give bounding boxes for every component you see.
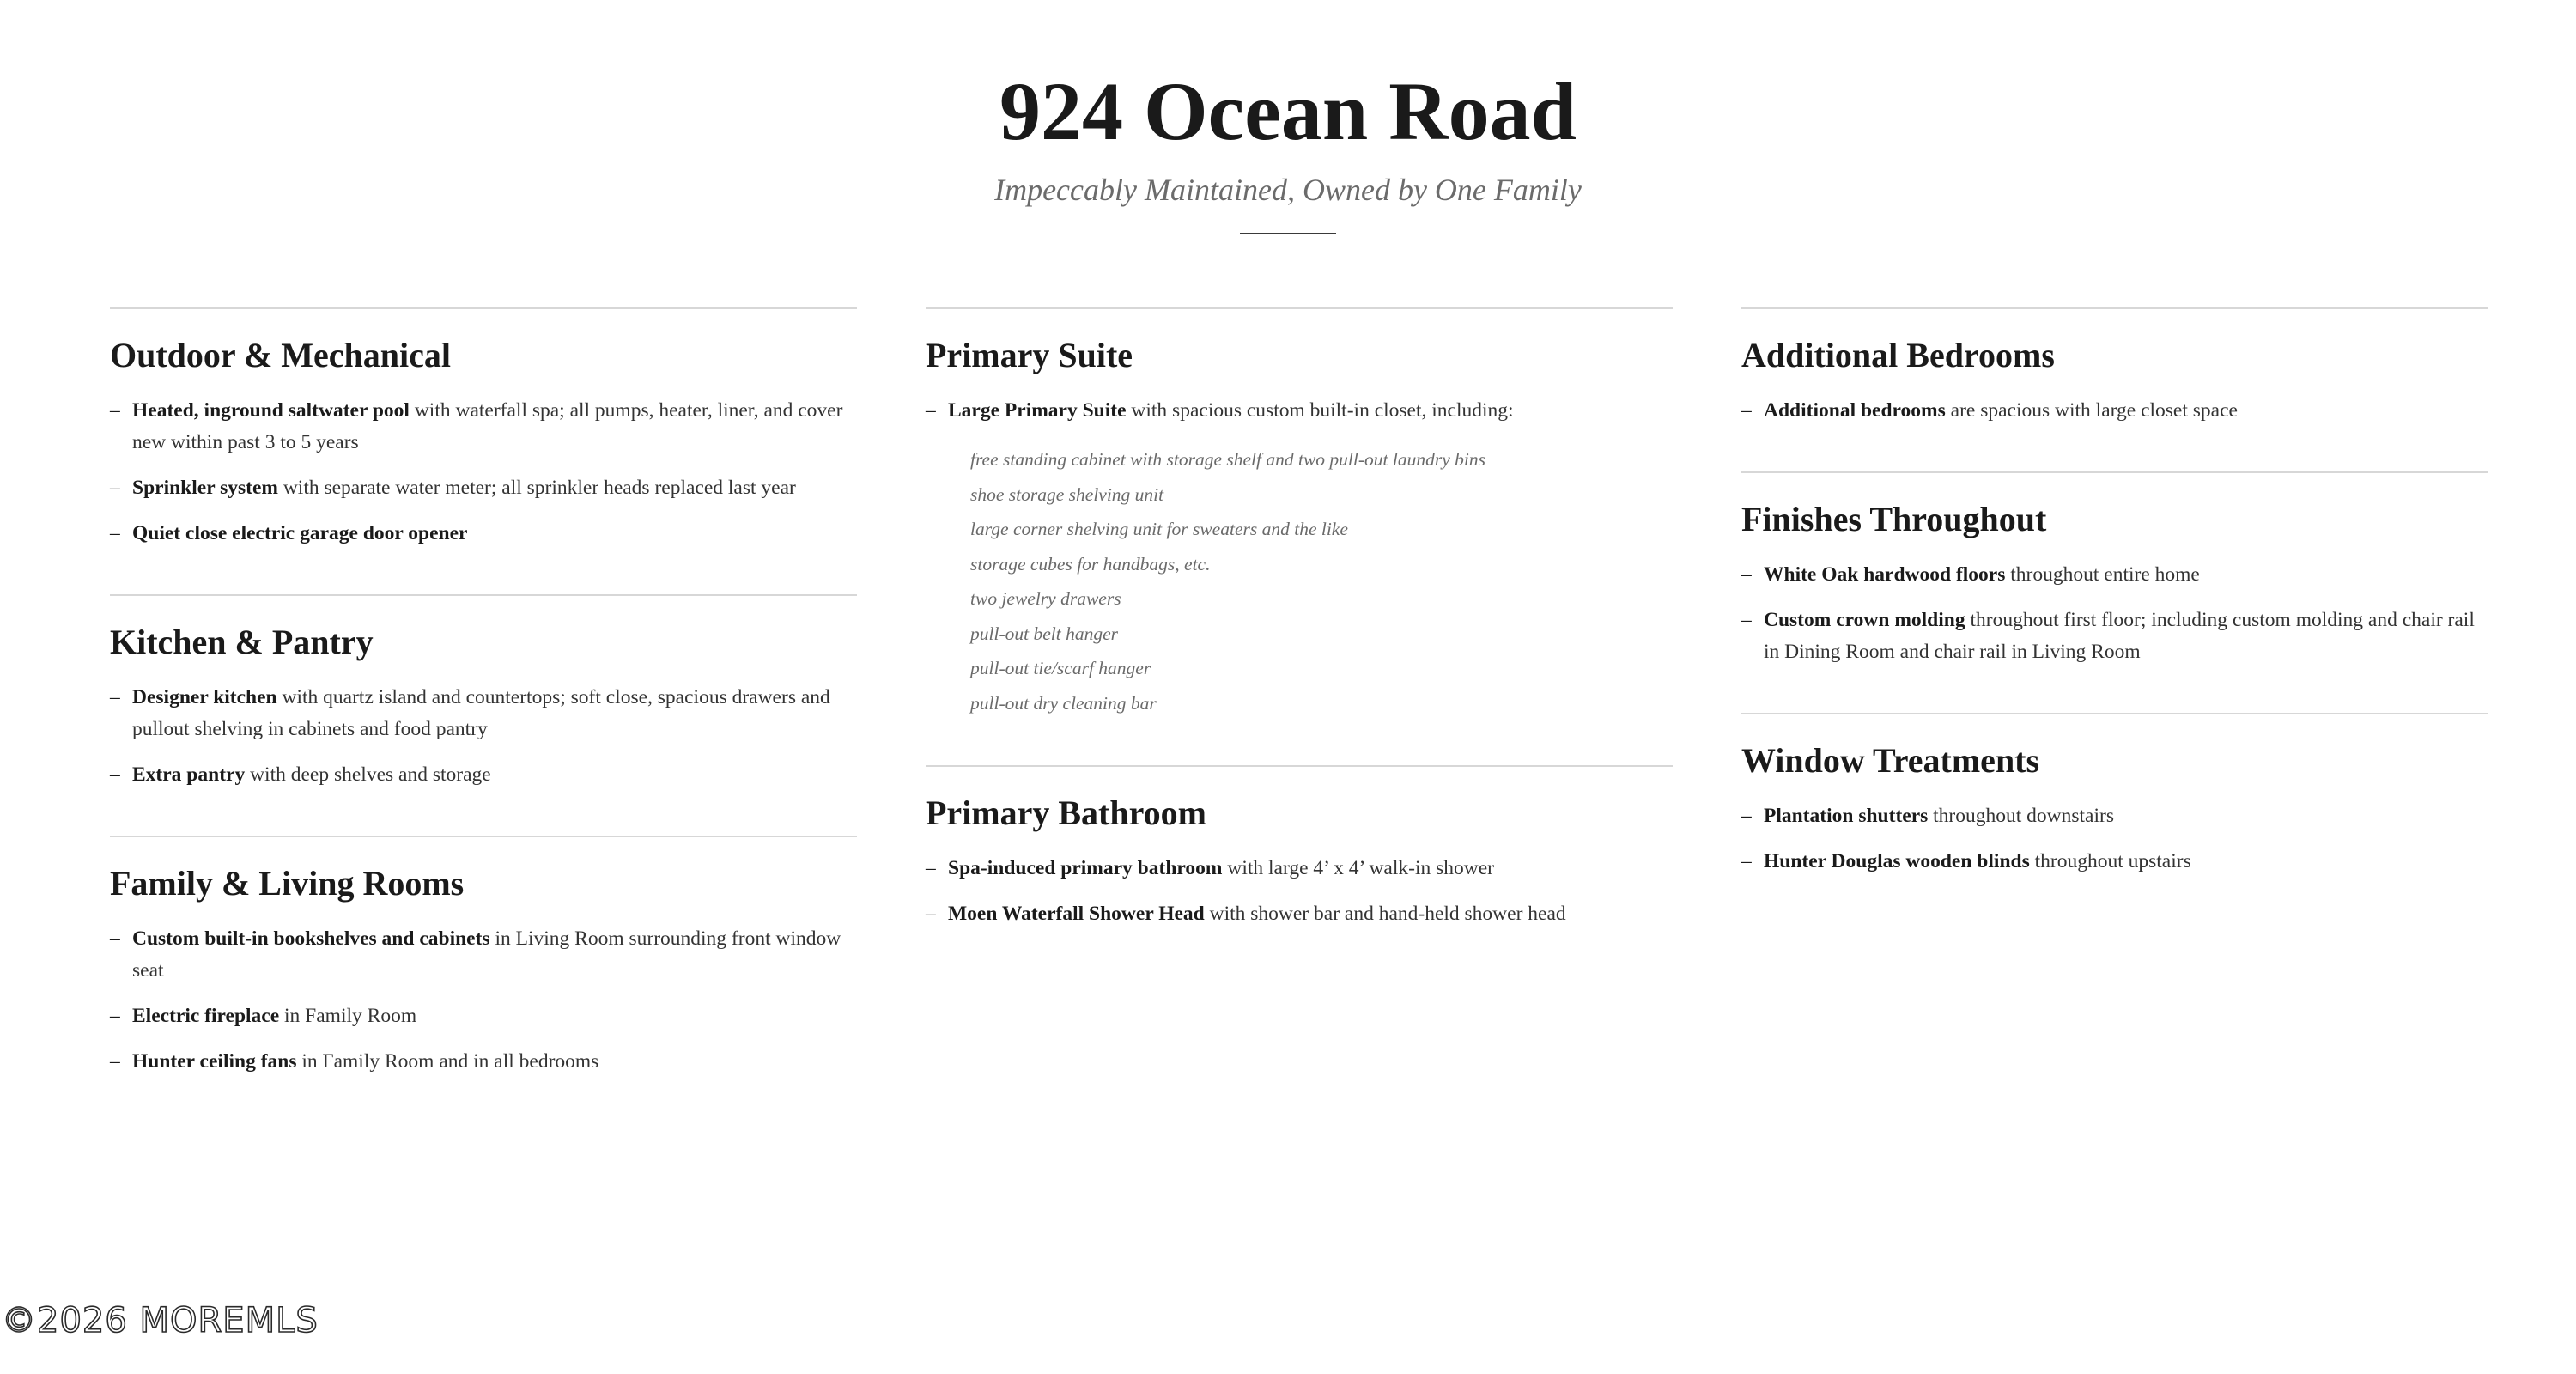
copyright-watermark: ©2026 MOREMLS (2, 1301, 319, 1341)
feature-list (926, 853, 1673, 930)
feature-detail: are spacious with large closet space (1945, 399, 2238, 422)
section-window-treatments (1741, 713, 2488, 878)
feature-name: Custom built-in bookshelves and cabinets (132, 927, 490, 950)
feature-detail: in Living Room surrounding front window seat (132, 927, 841, 982)
feature-detail: with spacious custom built-in closet, including: (1126, 399, 1514, 422)
section-title: Outdoor & Mechanical (110, 336, 452, 374)
feature-detail: throughout first floor; including custom molding and chair rail in Dining Room and chair rail in Living Room (1764, 609, 2475, 663)
closet-feature-item: large corner shelving unit for sweaters and the like (970, 519, 1348, 539)
section-title: Primary Suite (926, 336, 1133, 374)
list-item (110, 472, 857, 504)
section-kitchen-pantry (110, 594, 857, 791)
closet-feature-item: two jewelry drawers (970, 588, 1121, 609)
feature-list (926, 395, 1673, 720)
feature-list (1741, 395, 2488, 427)
dash-bullet: – (110, 763, 120, 786)
title-divider (1240, 233, 1336, 234)
list-item (926, 395, 1673, 720)
section-family-living-rooms (110, 836, 857, 1078)
feature-detail: throughout entire home (2005, 563, 2200, 586)
list-item (110, 682, 857, 745)
feature-name: Additional bedrooms (1764, 399, 1946, 422)
closet-feature-item: pull-out belt hanger (970, 623, 1118, 644)
feature-name: Sprinkler system (132, 477, 278, 499)
feature-list (1741, 559, 2488, 668)
list-item (1741, 800, 2488, 832)
dash-bullet: – (926, 399, 936, 422)
features-column-3 (1741, 307, 2488, 922)
feature-detail: with quartz island and countertops; soft close, spacious drawers and pullout shelving in cabinets and food pantry (132, 686, 830, 740)
section-title: Primary Bathroom (926, 793, 1206, 832)
list-item (110, 1000, 857, 1032)
list-item (1741, 395, 2488, 427)
features-column-2 (926, 307, 1673, 975)
page-subtitle: Impeccably Maintained, Owned by One Family (994, 173, 1582, 207)
list-item (926, 853, 1673, 885)
feature-detail: in Family Room (279, 1005, 417, 1027)
feature-detail: with large 4’ x 4’ walk-in shower (1222, 857, 1494, 879)
dash-bullet: – (110, 686, 120, 708)
list-item (110, 923, 857, 987)
dash-bullet: – (926, 857, 936, 879)
feature-list (1741, 800, 2488, 878)
feature-name: Moen Waterfall Shower Head (948, 903, 1205, 925)
section-title: Additional Bedrooms (1741, 336, 2055, 374)
dash-bullet: – (1741, 805, 1752, 827)
section-title: Kitchen & Pantry (110, 623, 374, 661)
dash-bullet: – (926, 903, 936, 925)
feature-name: Designer kitchen (132, 686, 277, 708)
dash-bullet: – (110, 1050, 120, 1073)
closet-feature-item: storage cubes for handbags, etc. (970, 553, 1211, 575)
dash-bullet: – (110, 1005, 120, 1027)
feature-detail: in Family Room and in all bedrooms (296, 1050, 599, 1073)
feature-name: Spa-induced primary bathroom (948, 857, 1223, 879)
dash-bullet: – (110, 927, 120, 950)
feature-detail: with deep shelves and storage (245, 763, 491, 786)
feature-name: Quiet close electric garage door opener (132, 522, 468, 544)
feature-name: Heated, inground saltwater pool (132, 399, 410, 422)
feature-list (110, 395, 857, 550)
closet-feature-item: pull-out tie/scarf hanger (970, 658, 1151, 678)
section-title: Family & Living Rooms (110, 864, 465, 903)
list-item (1741, 559, 2488, 591)
feature-name: White Oak hardwood floors (1764, 563, 2006, 586)
dash-bullet: – (1741, 563, 1752, 586)
page-title: 924 Ocean Road (999, 65, 1577, 157)
feature-list (110, 682, 857, 791)
list-item (926, 898, 1673, 930)
list-item (110, 395, 857, 459)
feature-list (110, 923, 857, 1078)
feature-detail: with waterfall spa; all pumps, heater, liner, and cover new within past 3 to 5 years (132, 399, 843, 453)
dash-bullet: – (110, 399, 120, 422)
feature-name: Electric fireplace (132, 1005, 280, 1027)
list-item (110, 1046, 857, 1078)
feature-name: Hunter Douglas wooden blinds (1764, 850, 2030, 872)
closet-feature-item: shoe storage shelving unit (970, 483, 1164, 505)
feature-detail: throughout downstairs (1928, 805, 2114, 827)
list-item (1741, 605, 2488, 668)
feature-detail: with separate water meter; all sprinkler heads replaced last year (277, 477, 796, 499)
feature-name: Hunter ceiling fans (132, 1050, 297, 1073)
list-item (110, 518, 857, 550)
page-header (0, 65, 2576, 234)
closet-feature-item: free standing cabinet with storage shelf and two pull-out laundry bins (970, 449, 1485, 470)
feature-name: Plantation shutters (1764, 805, 1929, 827)
feature-name: Custom crown molding (1764, 609, 1965, 631)
feature-name: Large Primary Suite (948, 399, 1127, 422)
dash-bullet: – (1741, 609, 1752, 631)
section-primary-bathroom (926, 765, 1673, 930)
dash-bullet: – (110, 477, 120, 499)
list-item (110, 759, 857, 791)
features-column-1 (110, 307, 857, 1122)
section-title: Window Treatments (1741, 741, 2040, 780)
section-primary-suite (926, 307, 1673, 720)
dash-bullet: – (1741, 399, 1752, 422)
closet-feature-item: pull-out dry cleaning bar (970, 692, 1157, 714)
section-additional-bedrooms (1741, 307, 2488, 427)
list-item (1741, 846, 2488, 878)
feature-detail: throughout upstairs (2029, 850, 2191, 872)
feature-detail: with shower bar and hand-held shower head (1204, 903, 1566, 925)
section-outdoor-mechanical (110, 307, 857, 550)
section-title: Finishes Throughout (1741, 500, 2047, 538)
closet-features-list (948, 442, 1673, 720)
feature-name: Extra pantry (132, 763, 246, 786)
dash-bullet: – (1741, 850, 1752, 872)
dash-bullet: – (110, 522, 120, 544)
section-finishes-throughout (1741, 471, 2488, 668)
